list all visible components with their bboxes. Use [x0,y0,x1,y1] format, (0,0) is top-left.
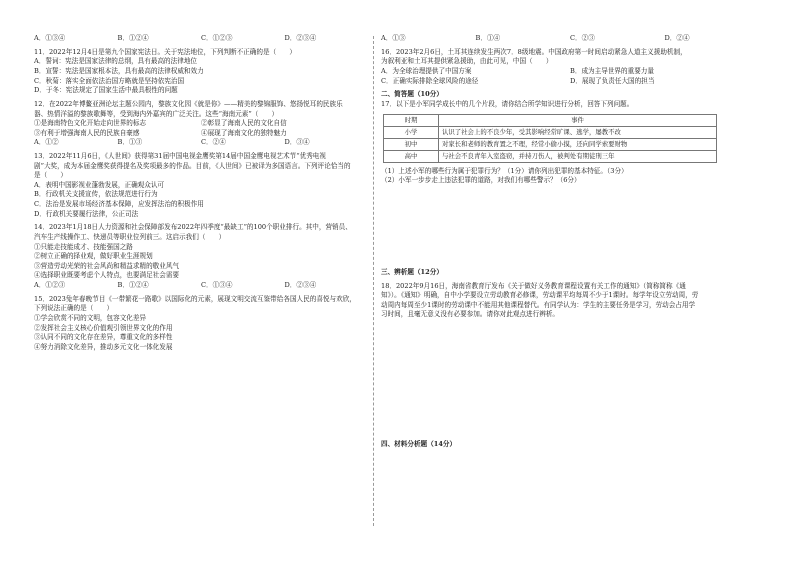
choice-c: C．②④ [201,138,226,147]
choice-a: A．①②③ [34,281,66,289]
q12-statements-row [34,119,368,129]
q16-options-row [381,67,759,77]
header-event: 事件 [439,114,717,126]
period-cell: 初中 [384,138,439,150]
q13-option-d: D．行政机关要履行法律，公正司法 [34,209,139,218]
choice-b: B．①②④ [117,281,149,289]
q14-stem-line: 14．2023年1月18日人力资源和社会保障部发布2022年四季度“最缺工”的100个职业排行。其中，营销员、 [34,223,352,232]
statement-2: ②彰显了海南人民的文化自信 [201,119,287,128]
q14-choices [34,281,368,291]
q18-line: 18．2022年9月16日，海南省教育厅发布《关于做好义务教育课程设置有关工作的通知》（简称简称《通 [381,281,686,290]
q13-stem-line: 剧”大奖，成为本届金鹰奖获得提名及奖项最多的作品。目前，《人世间》已被译为多国语言。下列评论恰当的 [34,161,351,170]
choice-a: A．①③④ [34,34,66,42]
choice-d: D．展现了负责任大国的担当 [570,76,655,85]
choice-b: B．①④ [475,34,501,42]
answer-space [381,186,759,268]
q16-stem-line: 16．2023年2月6日，土耳其连续发生两次7．8级地震。中国政府第一时间启动紧急人道主义援助机制， [381,47,687,56]
period-cell: 小学 [384,126,439,138]
event-cell: 与社会不良青年入室盗窃，并持刀伤人，被判处有期徒刑三年 [439,150,717,162]
q15-statement-2: ②发挥社会主义核心价值观引领世界文化的作用 [34,323,173,332]
event-cell: 认识了社会上的不良少年，受其影响经常旷课、逃学，屡教不改 [439,126,717,138]
q17-sub-question-2: （2）小军一步步走上违法犯罪的道路，对我们有哪些警示？（6分） [381,176,581,185]
q13-option-b: B．行政机关支援宣传，依法规范进行行为 [34,190,158,199]
choice-b: B．①③ [117,138,143,147]
q13-option-c: C．法治是发展市场经济基本保障，应发挥法治的积极作用 [34,200,204,209]
q18-line: 习时间，且毫无意义没有必要参加。请你对此观点进行辨析。 [381,310,560,319]
statement-1: ①是海南特色文化开始走向世界的标志 [34,119,147,128]
q14-statement-4: ④选择职业既要考虑个人特点，也要满足社会需要 [34,271,180,280]
section-3-heading: 三、辨析题（12分） [381,267,443,276]
period-cell: 高中 [384,150,439,162]
choice-c: C．②③ [570,34,595,42]
q14-statement-1: ①只能走技能成才、技能强国之路 [34,242,133,251]
section-2-heading: 二、简答题（10分） [381,90,443,99]
choice-a: A．①③ [381,34,406,42]
q17-sub-question-1: （1）上述小军的哪些行为属于犯罪行为？（1分）请你列出犯罪的基本特征。（3分） [381,166,628,175]
statement-3: ③有利于增强海南人民的民族自豪感 [34,128,140,137]
q15-choices [381,34,759,44]
q15-stem-line: 15．2023兔年春晚节目《一带繁花一路歌》以国际化的元素，展现文明交流互鉴带给各国人民的喜悦与欢欣， [34,294,356,303]
q12-choices [34,138,368,148]
choice-c: C．①③④ [201,281,233,289]
section-4-heading: 四、材料分析题（14分） [381,439,457,448]
q13-stem-line: 是（ ） [34,171,67,180]
choice-a: A．①② [34,138,59,147]
q18-line: 知》）。《通知》明确，自中小学要设立劳动教育必修课，劳动课平均每周不少于1课时。每学年设立劳动周，劳 [381,291,699,300]
left-column [34,34,368,352]
choice-b: B．成为主导世界的重要力量 [570,66,654,75]
answer-space [381,320,759,440]
q11-option-b: B．宣誓：宪法是国家根本法，具有最高的法律权威和效力 [34,66,204,75]
table-header-row [384,114,717,126]
q16-options-row [381,77,759,87]
q13-option-a: A．表明中国影视业蓬勃发展，正确观众认可 [34,180,165,189]
q11-option-c: C．秋菊：落实全面依法治国方略就是坚持依宪治国 [34,76,185,85]
choice-d: D．③④ [284,138,310,147]
q13-stem-line: 13．2022年11月6日，《人世间》获得第31届中国电视金鹰奖第14届中国金鹰电视艺术节“优秀电视 [34,152,326,161]
q17-stem: 17．以下是小军同学成长中的几个片段，请你结合所学知识进行分析，回答下列问题。 [381,99,634,108]
q14-stem-line: 汽车生产线操作工、快递员等职业位列前三。这启示我们（ ） [34,233,226,242]
q18-line: 动周内每周至少1课时的劳动课中不能用其他课程替代。有同学认为：学生的主要任务是学习，劳动会占用学 [381,300,696,309]
q15-stem-line: 下列说法正确的是（ ） [34,304,114,313]
column-divider [373,36,374,526]
event-cell: 对家长和老师的教育置之不理，经常小偷小摸，还向同学索要财物 [439,138,717,150]
q16-stem-line: 为叙利亚和土耳其提供紧急援助，由此可见，中国（ ） [381,57,553,66]
choice-b: B．①②④ [117,34,149,42]
table-row [384,150,717,162]
q17-table [383,114,717,163]
choice-c: C．①②③ [201,34,233,42]
choice-c: C．正确实际排除全球风险的途径 [381,76,479,85]
q12-statements-row [34,129,368,139]
choice-d: D．②④ [664,34,690,42]
q15-statement-4: ④努力消除文化差异，推动多元文化一体化发展 [34,342,173,351]
q11-option-a: A．誓词：宪法是国家法律的总纲，具有最高的法律地位 [34,57,198,66]
q14-statement-3: ③营造劳动光荣的社会风尚和精益求精的敬业风气 [34,261,180,270]
statement-4: ④展现了海南文化的独特魅力 [201,128,287,137]
right-column [381,34,759,449]
q15-statement-1: ①学会欣赏不同的文明，包容文化差异 [34,313,147,322]
q14-statement-2: ②树立正确的择业观，做好职业生涯规划 [34,252,153,261]
q11-stem: 11．2022年12月4日是第九个国家宪法日。关于宪法地位，下列判断不正确的是（ ） [34,47,296,56]
q11-option-d: D．于冬：宪法规定了国家生活中最具根性的问题 [34,86,178,95]
q15-statement-3: ③认同不同的文化存在差异，尊重文化的多样性 [34,333,173,342]
q10-choices [34,34,368,44]
choice-a: A．为全球治理提供了中国方案 [381,66,472,75]
q12-stem-line: 器、热情洋溢的黎族歌舞等，受到海内外嘉宾的广泛关注。这些“海南元素”（ ） [34,109,279,118]
q12-stem-line: 12．在2022年博鳌亚洲论坛主题公园内，黎族文化园《就是你》——精美的黎锦服饰、悠扬悦耳的民族乐 [34,99,343,108]
header-period: 时期 [384,114,439,126]
choice-d: D．②③④ [284,281,317,289]
choice-d: D．②③④ [284,34,317,42]
table-row [384,126,717,138]
table-row [384,138,717,150]
